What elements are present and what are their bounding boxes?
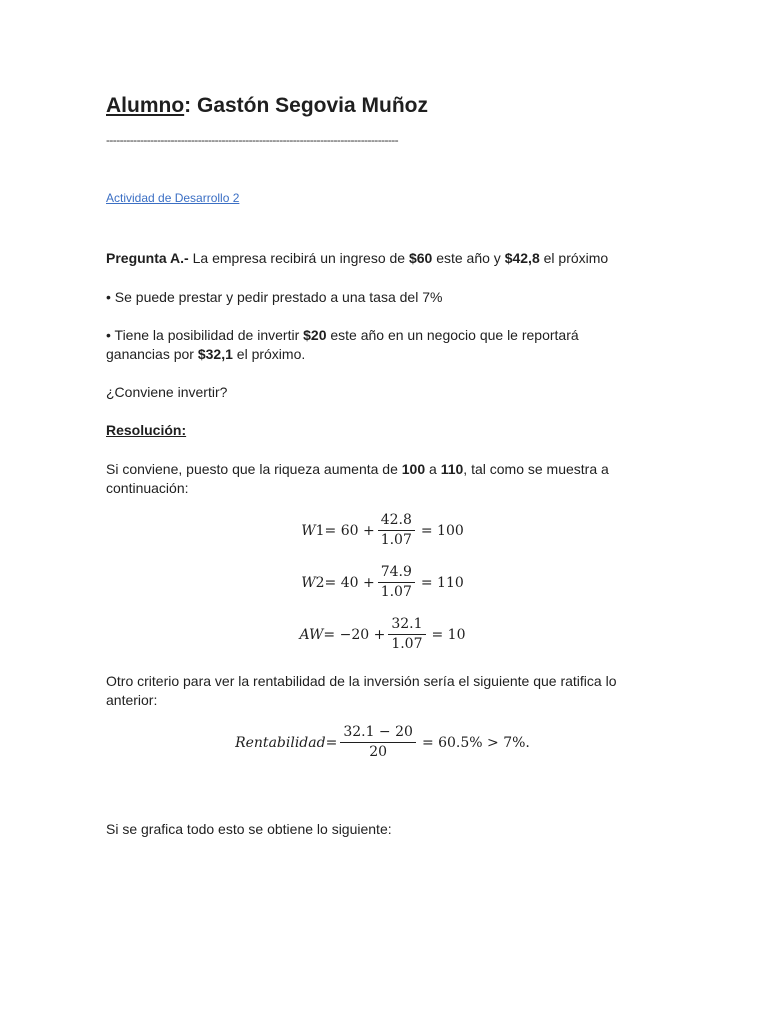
bullet-rate: • Se puede prestar y pedir prestado a una tasa del 7% [106,289,443,305]
fraction: $\frac{32.1}{1.07}$ [388,616,425,653]
equation-w1: W 1 = 60 + $\frac{42.8}{1.07}$ = 100 [301,512,464,548]
fraction: $\frac{42.8}{1.07}$ [378,512,415,549]
resolution-paragraph: Si conviene, puesto que la riqueza aumenta de 100 a 110, tal como se muestra a continuación: [106,461,609,496]
activity-link[interactable]: Actividad de Desarrollo 2 [106,191,240,205]
equation-rentabilidad: Rentabilidad = $\frac{32.1 - 20}{20}$ = 60.5% > 7%. [235,724,530,760]
bullet-investment: • Tiene la posibilidad de invertir $20 este año en un negocio que le reportará ganancias por $32,1 el próximo. [106,327,579,362]
question-label: Pregunta A.- [106,250,189,266]
equation-aw: AW = −20 + $\frac{32.1}{1.07}$ = 10 [299,616,466,652]
question-paragraph: Pregunta A.- La empresa recibirá un ingreso de $60 este año y $42,8 el próximo [106,250,609,266]
closing-paragraph: Si se grafica todo esto se obtiene lo siguiente: [106,821,392,837]
resolution-heading: Resolución: [106,422,187,438]
question-ask: ¿Conviene invertir? [106,384,228,400]
fraction: $\frac{32.1 - 20}{20}$ [340,724,416,761]
student-title [106,92,428,120]
fraction: $\frac{74.9}{1.07}$ [378,564,415,601]
student-label: Alumno [106,94,185,117]
student-name: : Gastón Segovia Muñoz [184,94,429,117]
criterion-paragraph: Otro criterio para ver la rentabilidad de la inversión sería el siguiente que ratifica lo anterior: [106,673,617,708]
separator-line: -------------------------------------------------------------------------------------- [106,133,399,147]
equation-w2: W 2 = 40 + $\frac{74.9}{1.07}$ = 110 [301,564,464,600]
